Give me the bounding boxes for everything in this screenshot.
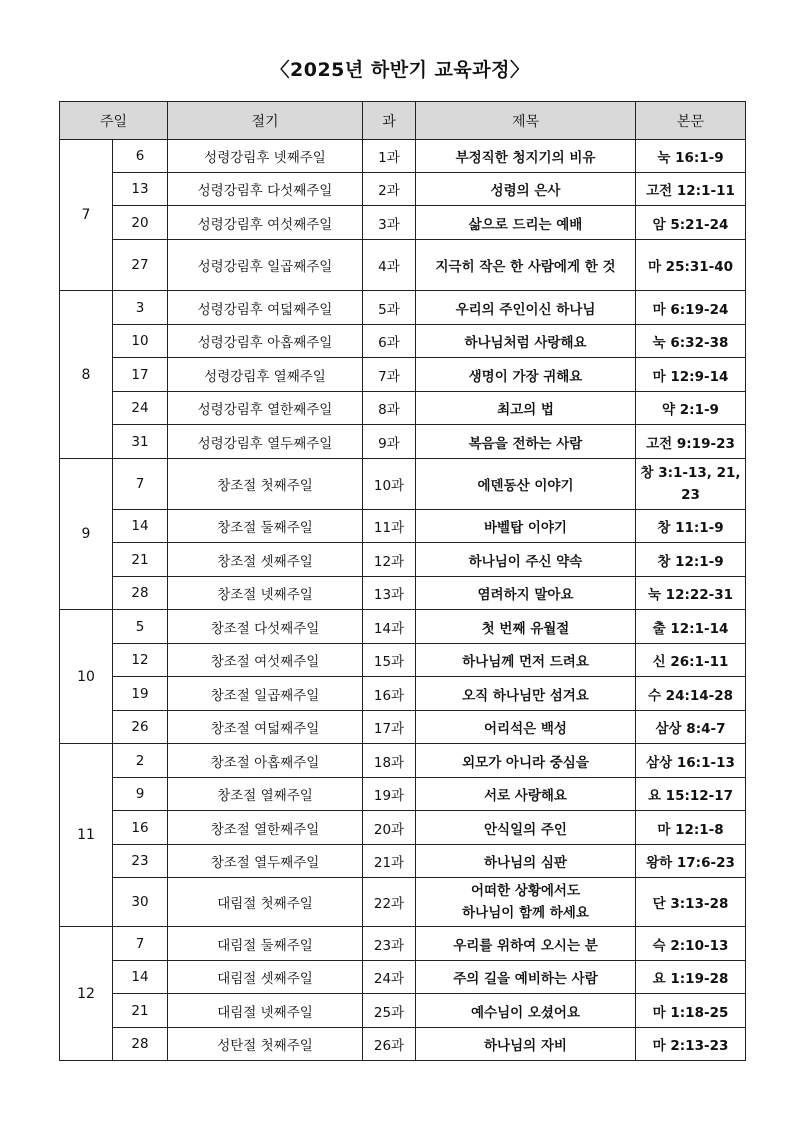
season-cell: 창조절 여섯째주일 bbox=[168, 644, 363, 677]
season-cell: 성령강림후 열한째주일 bbox=[168, 392, 363, 425]
day-cell: 10 bbox=[113, 325, 168, 358]
lesson-cell: 21과 bbox=[363, 845, 416, 878]
title-cell bbox=[416, 878, 636, 927]
lesson-cell: 16과 bbox=[363, 677, 416, 711]
day-cell: 2 bbox=[113, 744, 168, 778]
title-cell: 안식일의 주인 bbox=[416, 811, 636, 845]
text-cell: 창 12:1-9 bbox=[636, 543, 746, 577]
season-cell: 창조절 일곱째주일 bbox=[168, 677, 363, 711]
table-row bbox=[60, 811, 746, 845]
title-cell: 서로 사랑해요 bbox=[416, 778, 636, 811]
text-cell: 마 1:18-25 bbox=[636, 994, 746, 1028]
table-row bbox=[60, 392, 746, 425]
lesson-cell: 24과 bbox=[363, 961, 416, 994]
text-cell bbox=[636, 459, 746, 510]
text-cell: 슥 2:10-13 bbox=[636, 927, 746, 961]
lesson-cell: 22과 bbox=[363, 878, 416, 927]
season-cell: 성령강림후 여섯째주일 bbox=[168, 206, 363, 240]
month-cell: 11 bbox=[60, 744, 113, 927]
season-cell: 창조절 셋째주일 bbox=[168, 543, 363, 577]
text-cell: 요 1:19-28 bbox=[636, 961, 746, 994]
day-cell: 5 bbox=[113, 610, 168, 644]
title-cell: 복음을 전하는 사람 bbox=[416, 425, 636, 459]
title-cell: 주의 길을 예비하는 사람 bbox=[416, 961, 636, 994]
text-cell: 눅 12:22-31 bbox=[636, 577, 746, 610]
lesson-cell: 13과 bbox=[363, 577, 416, 610]
text-cell: 고전 12:1-11 bbox=[636, 173, 746, 206]
title-cell: 지극히 작은 한 사람에게 한 것 bbox=[416, 240, 636, 291]
lesson-cell: 11과 bbox=[363, 510, 416, 543]
lesson-cell: 3과 bbox=[363, 206, 416, 240]
lesson-cell: 1과 bbox=[363, 140, 416, 173]
day-cell: 21 bbox=[113, 543, 168, 577]
month-cell: 12 bbox=[60, 927, 113, 1061]
month-cell: 7 bbox=[60, 140, 113, 291]
title-cell: 바벨탑 이야기 bbox=[416, 510, 636, 543]
lesson-cell: 15과 bbox=[363, 644, 416, 677]
title-cell: 첫 번째 유월절 bbox=[416, 610, 636, 644]
table-row bbox=[60, 961, 746, 994]
day-cell: 13 bbox=[113, 173, 168, 206]
season-cell: 대림절 셋째주일 bbox=[168, 961, 363, 994]
title-cell: 우리를 위하여 오시는 분 bbox=[416, 927, 636, 961]
text-cell: 암 5:21-24 bbox=[636, 206, 746, 240]
season-cell: 창조절 열째주일 bbox=[168, 778, 363, 811]
season-cell: 성령강림후 일곱째주일 bbox=[168, 240, 363, 291]
day-cell: 9 bbox=[113, 778, 168, 811]
text-cell: 신 26:1-11 bbox=[636, 644, 746, 677]
month-cell: 9 bbox=[60, 459, 113, 610]
lesson-cell: 20과 bbox=[363, 811, 416, 845]
text-line-1: 창 3:1-13, 21, bbox=[640, 465, 741, 481]
text-cell: 눅 6:32-38 bbox=[636, 325, 746, 358]
header-season: 절기 bbox=[168, 102, 363, 140]
title-cell: 하나님의 자비 bbox=[416, 1028, 636, 1061]
text-cell: 창 11:1-9 bbox=[636, 510, 746, 543]
lesson-cell: 12과 bbox=[363, 543, 416, 577]
title-line-2: 하나님이 함께 하세요 bbox=[462, 905, 589, 921]
title-cell: 최고의 법 bbox=[416, 392, 636, 425]
title-cell: 하나님의 심판 bbox=[416, 845, 636, 878]
page-title: 〈2025년 하반기 교육과정〉 bbox=[270, 59, 530, 81]
lesson-cell: 8과 bbox=[363, 392, 416, 425]
table-row bbox=[60, 878, 746, 927]
text-cell: 마 12:9-14 bbox=[636, 358, 746, 392]
day-cell: 20 bbox=[113, 206, 168, 240]
month-cell: 8 bbox=[60, 291, 113, 459]
day-cell: 6 bbox=[113, 140, 168, 173]
table-row bbox=[60, 778, 746, 811]
title-cell: 어리석은 백성 bbox=[416, 711, 636, 744]
day-cell: 23 bbox=[113, 845, 168, 878]
text-cell: 마 2:13-23 bbox=[636, 1028, 746, 1061]
table-row bbox=[60, 994, 746, 1028]
season-cell: 창조절 아홉째주일 bbox=[168, 744, 363, 778]
text-cell: 왕하 17:6-23 bbox=[636, 845, 746, 878]
day-cell: 31 bbox=[113, 425, 168, 459]
day-cell: 14 bbox=[113, 961, 168, 994]
lesson-cell: 9과 bbox=[363, 425, 416, 459]
text-cell: 마 12:1-8 bbox=[636, 811, 746, 845]
text-cell: 마 6:19-24 bbox=[636, 291, 746, 325]
title-line-1: 어떠한 상황에서도 bbox=[470, 883, 581, 899]
text-cell: 수 24:14-28 bbox=[636, 677, 746, 711]
text-cell: 단 3:13-28 bbox=[636, 878, 746, 927]
header-lesson: 과 bbox=[363, 102, 416, 140]
season-cell: 성령강림후 열째주일 bbox=[168, 358, 363, 392]
text-cell: 삼상 8:4-7 bbox=[636, 711, 746, 744]
table-row bbox=[60, 206, 746, 240]
title-cell: 부정직한 청지기의 비유 bbox=[416, 140, 636, 173]
title-cell: 생명이 가장 귀해요 bbox=[416, 358, 636, 392]
title-cell: 삶으로 드리는 예배 bbox=[416, 206, 636, 240]
season-cell: 창조절 열두째주일 bbox=[168, 845, 363, 878]
table-row bbox=[60, 1028, 746, 1061]
season-cell: 성령강림후 여덟째주일 bbox=[168, 291, 363, 325]
day-cell: 28 bbox=[113, 1028, 168, 1061]
title-cell: 염려하지 말아요 bbox=[416, 577, 636, 610]
day-cell: 21 bbox=[113, 994, 168, 1028]
season-cell: 창조절 둘째주일 bbox=[168, 510, 363, 543]
table-row bbox=[60, 927, 746, 961]
lesson-cell: 26과 bbox=[363, 1028, 416, 1061]
day-cell: 7 bbox=[113, 459, 168, 510]
table-row bbox=[60, 173, 746, 206]
table-row bbox=[60, 845, 746, 878]
table-row bbox=[60, 711, 746, 744]
title-cell: 하나님께 먼저 드려요 bbox=[416, 644, 636, 677]
header-week: 주일 bbox=[60, 102, 168, 140]
lesson-cell: 25과 bbox=[363, 994, 416, 1028]
day-cell: 26 bbox=[113, 711, 168, 744]
table-row bbox=[60, 425, 746, 459]
table-row bbox=[60, 140, 746, 173]
title-cell: 하나님이 주신 약속 bbox=[416, 543, 636, 577]
day-cell: 28 bbox=[113, 577, 168, 610]
lesson-cell: 14과 bbox=[363, 610, 416, 644]
lesson-cell: 18과 bbox=[363, 744, 416, 778]
title-cell: 오직 하나님만 섬겨요 bbox=[416, 677, 636, 711]
day-cell: 27 bbox=[113, 240, 168, 291]
table-row bbox=[60, 644, 746, 677]
season-cell: 창조절 여덟째주일 bbox=[168, 711, 363, 744]
table-header-row bbox=[60, 102, 746, 140]
lesson-cell: 2과 bbox=[363, 173, 416, 206]
lesson-cell: 17과 bbox=[363, 711, 416, 744]
table-row bbox=[60, 543, 746, 577]
header-text: 본문 bbox=[636, 102, 746, 140]
season-cell: 성령강림후 다섯째주일 bbox=[168, 173, 363, 206]
day-cell: 12 bbox=[113, 644, 168, 677]
day-cell: 14 bbox=[113, 510, 168, 543]
season-cell: 성령강림후 아홉째주일 bbox=[168, 325, 363, 358]
day-cell: 3 bbox=[113, 291, 168, 325]
table-row bbox=[60, 358, 746, 392]
season-cell: 대림절 둘째주일 bbox=[168, 927, 363, 961]
season-cell: 창조절 첫째주일 bbox=[168, 459, 363, 510]
text-cell: 약 2:1-9 bbox=[636, 392, 746, 425]
table-row bbox=[60, 610, 746, 644]
text-cell: 눅 16:1-9 bbox=[636, 140, 746, 173]
curriculum-table bbox=[59, 101, 746, 1061]
lesson-cell: 4과 bbox=[363, 240, 416, 291]
day-cell: 7 bbox=[113, 927, 168, 961]
table-row bbox=[60, 677, 746, 711]
table-row bbox=[60, 325, 746, 358]
day-cell: 17 bbox=[113, 358, 168, 392]
lesson-cell: 7과 bbox=[363, 358, 416, 392]
text-cell: 고전 9:19-23 bbox=[636, 425, 746, 459]
text-line-2: 23 bbox=[681, 487, 700, 503]
table-row bbox=[60, 240, 746, 291]
text-cell: 마 25:31-40 bbox=[636, 240, 746, 291]
day-cell: 24 bbox=[113, 392, 168, 425]
table-row bbox=[60, 744, 746, 778]
title-cell: 성령의 은사 bbox=[416, 173, 636, 206]
day-cell: 19 bbox=[113, 677, 168, 711]
season-cell: 성탄절 첫째주일 bbox=[168, 1028, 363, 1061]
title-cell: 하나님처럼 사랑해요 bbox=[416, 325, 636, 358]
table-row bbox=[60, 459, 746, 510]
title-cell: 우리의 주인이신 하나님 bbox=[416, 291, 636, 325]
lesson-cell: 10과 bbox=[363, 459, 416, 510]
season-cell: 창조절 열한째주일 bbox=[168, 811, 363, 845]
month-cell: 10 bbox=[60, 610, 113, 744]
lesson-cell: 5과 bbox=[363, 291, 416, 325]
header-title: 제목 bbox=[416, 102, 636, 140]
lesson-cell: 19과 bbox=[363, 778, 416, 811]
title-cell: 에덴동산 이야기 bbox=[416, 459, 636, 510]
title-cell: 외모가 아니라 중심을 bbox=[416, 744, 636, 778]
day-cell: 30 bbox=[113, 878, 168, 927]
table-row bbox=[60, 577, 746, 610]
season-cell: 창조절 다섯째주일 bbox=[168, 610, 363, 644]
text-cell: 삼상 16:1-13 bbox=[636, 744, 746, 778]
season-cell: 대림절 넷째주일 bbox=[168, 994, 363, 1028]
season-cell: 성령강림후 넷째주일 bbox=[168, 140, 363, 173]
season-cell: 성령강림후 열두째주일 bbox=[168, 425, 363, 459]
table-row bbox=[60, 291, 746, 325]
day-cell: 16 bbox=[113, 811, 168, 845]
table-row bbox=[60, 510, 746, 543]
season-cell: 창조절 넷째주일 bbox=[168, 577, 363, 610]
season-cell: 대림절 첫째주일 bbox=[168, 878, 363, 927]
text-cell: 출 12:1-14 bbox=[636, 610, 746, 644]
lesson-cell: 6과 bbox=[363, 325, 416, 358]
text-cell: 요 15:12-17 bbox=[636, 778, 746, 811]
title-cell: 예수님이 오셨어요 bbox=[416, 994, 636, 1028]
lesson-cell: 23과 bbox=[363, 927, 416, 961]
